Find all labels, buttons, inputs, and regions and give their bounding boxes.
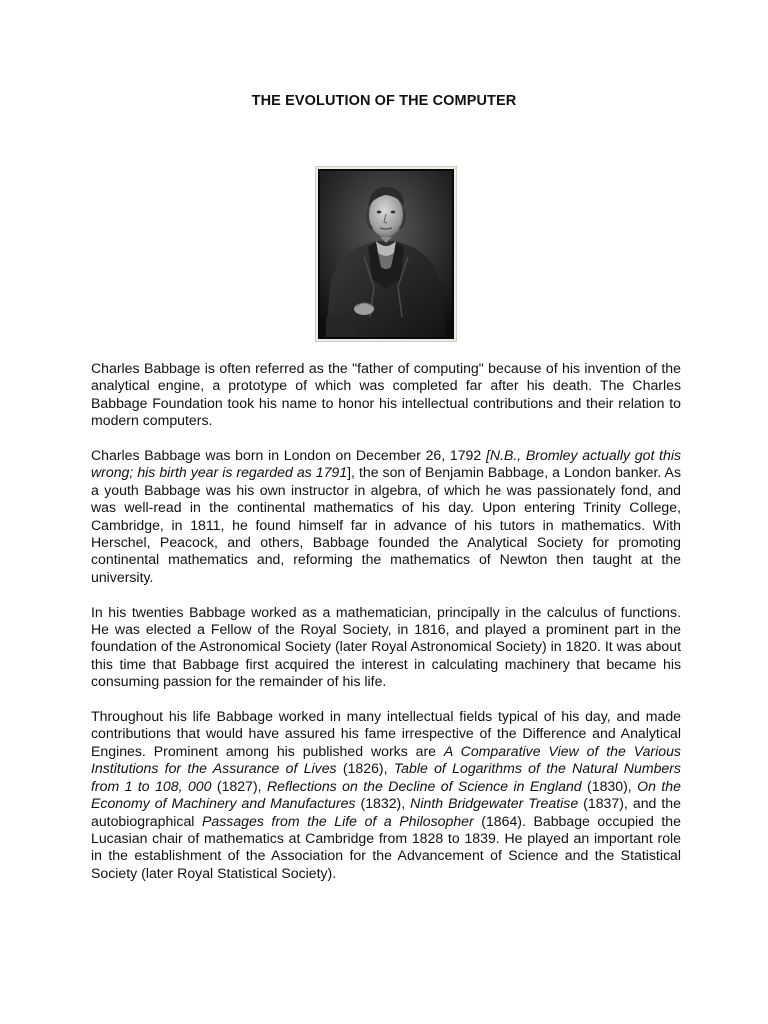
work-title-bridgewater-treatise: Ninth Bridgewater Treatise	[410, 795, 579, 812]
paragraph-4-text-7: (1864). Babbage occupied the Lucasian chair of mathematics at Cambridge from 1828 to 1839. He played an important role in the establishment of the Association for the Advancement of Science and the Statistical Society (later Royal Statistical Society).	[91, 812, 681, 881]
babbage-portrait	[315, 166, 457, 342]
paragraph-2-text-2: ], the son of Benjamin Babbage, a London banker. As a youth Babbage was his own instructor in algebra, of which he was passionately fond, and was well-read in the continental mathematics of his day. Upon entering Trinity College, Cambridge, in 1811, he found himself far in advance of his tutors in mathematics. With Herschel, Peacock, and others, Babbage founded the Analytical Society for promoting continental mathematics and, reforming the mathematics of Newton then taught at the university.	[91, 464, 681, 585]
article-body	[91, 360, 681, 900]
paragraph-4-text-4: (1830),	[581, 777, 638, 794]
work-title-decline-of-science: Reflections on the Decline of Science in England	[267, 777, 582, 794]
paragraph-4-text-6: (1837), and the autobiographical	[91, 795, 681, 829]
work-title-passages-from-life: Passages from the Life of a Philosopher	[201, 812, 474, 829]
paragraph-4	[91, 708, 681, 882]
paragraph-2	[91, 447, 681, 586]
paragraph-1	[91, 360, 681, 430]
portrait-image	[316, 167, 456, 341]
work-title-logarithms: Table of Logarithms of the Natural Numbers from 1 to 108, 000	[91, 760, 681, 794]
work-title-economy-of-machinery: On the Economy of Machinery and Manufactures	[91, 777, 681, 812]
paragraph-1-text: Charles Babbage is often referred as the "father of computing" because of his invention of the analytical engine, a prototype of which was completed far after his death. The Charles Babbage Foundation took his name to honor his intellectual contributions and their relation to modern computers.	[91, 360, 681, 429]
paragraph-4-text-1: Throughout his life Babbage worked in many intellectual fields typical of his day, and made contributions that would have assured his fame irrespective of the Difference and Analytical Engines. Prominent among his published works are	[91, 708, 681, 759]
paragraph-4-text-3: (1827),	[211, 777, 267, 794]
paragraph-3-text: In his twenties Babbage worked as a mathematician, principally in the calculus of functions. He was elected a Fellow of the Royal Society, in 1816, and played a prominent part in the foundation of the Astronomical Society (later Royal Astronomical Society) in 1820. It was about this time that Babbage first acquired the interest in calculating machinery that became his consuming passion for the remainder of his life.	[91, 603, 681, 690]
page-title: THE EVOLUTION OF THE COMPUTER	[251, 93, 517, 109]
paragraph-2-italic-note: [N.B., Bromley actually got this wrong; his birth year is regarded as 1791	[91, 447, 681, 481]
paragraph-4-text-2: (1826),	[336, 760, 394, 777]
paragraph-4-text-5: (1832),	[355, 795, 411, 812]
paragraph-2-text-1: Charles Babbage was born in London on December 26, 1792	[91, 447, 486, 464]
work-title-assurance-of-lives: A Comparative View of the Various Institutions for the Assurance of Lives	[91, 742, 681, 777]
paragraph-3	[91, 604, 681, 691]
